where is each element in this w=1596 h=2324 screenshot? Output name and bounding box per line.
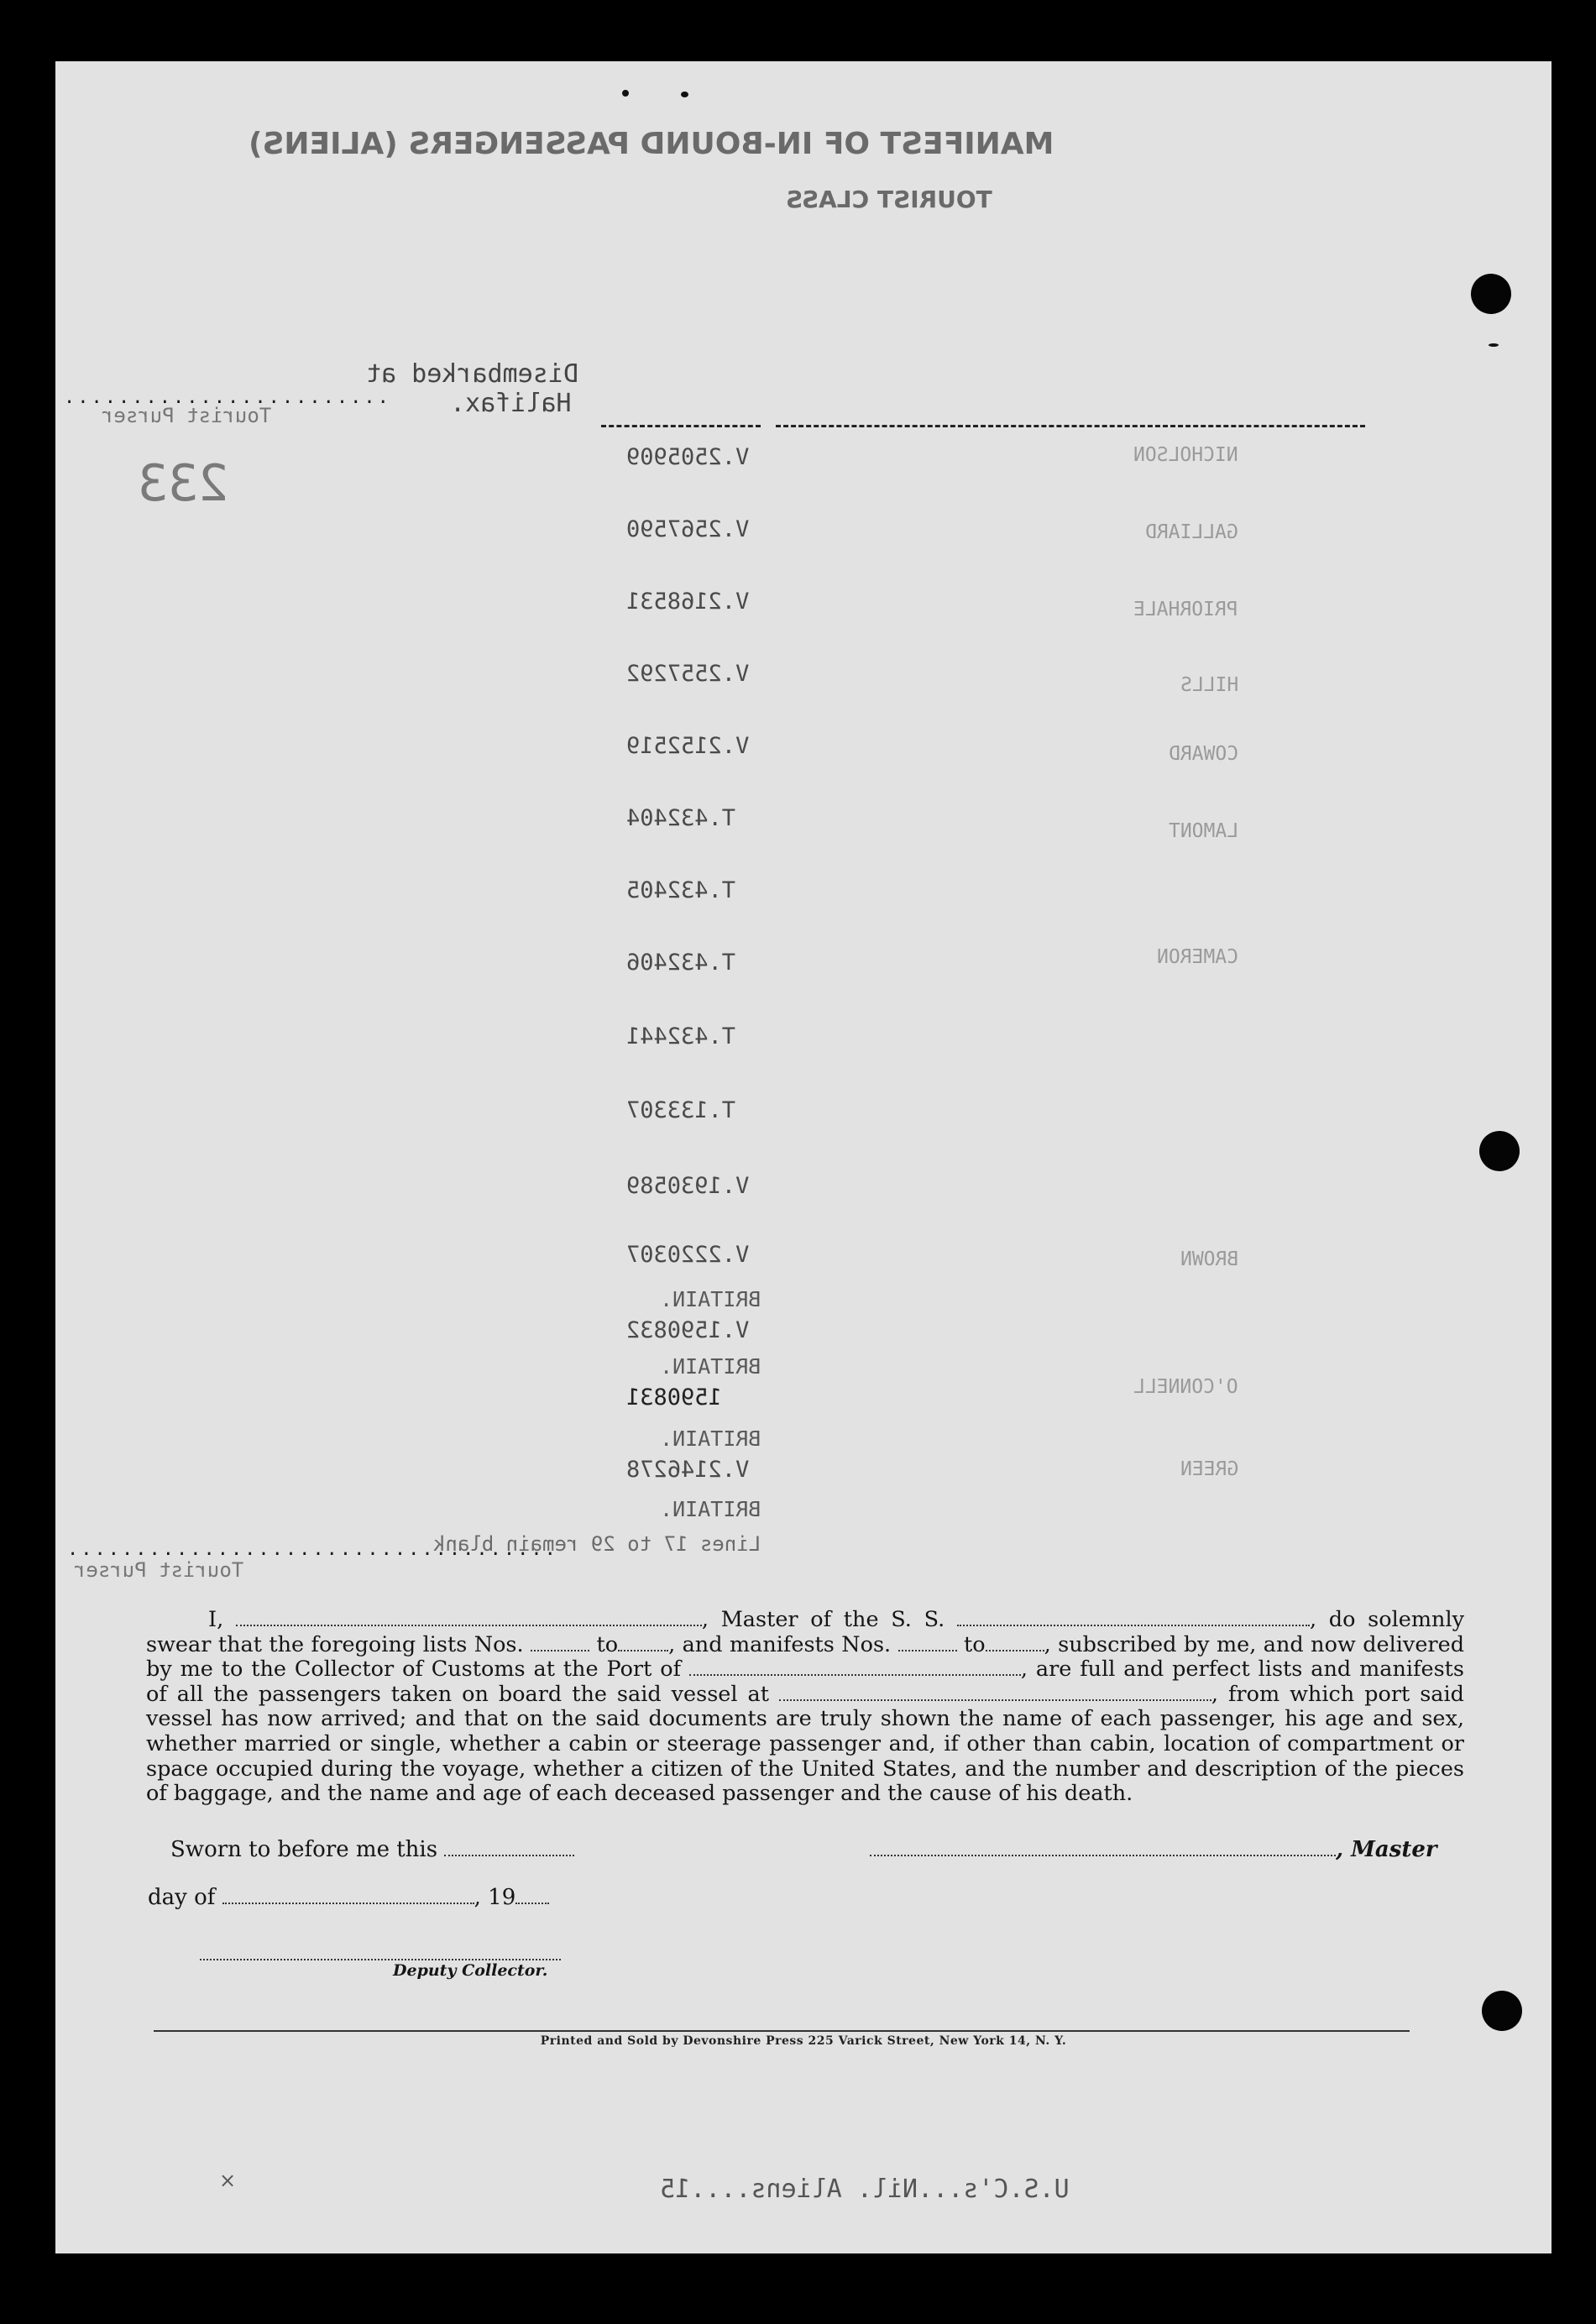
sworn-day-blank[interactable] xyxy=(444,1840,574,1856)
reverse-code: V.2168531 xyxy=(626,589,750,615)
deputy-collector-label: Deputy Collector. xyxy=(393,1961,548,1980)
corner-mark: × xyxy=(219,2169,237,2192)
day-of-label: day of xyxy=(148,1885,216,1910)
master-name-blank[interactable] xyxy=(236,1610,702,1626)
reverse-code: V.1930589 xyxy=(626,1173,750,1199)
reverse-code: V.2152519 xyxy=(626,733,750,759)
reverse-code: T.133307 xyxy=(626,1097,736,1123)
oath-master-of: , Master of the S. S. xyxy=(701,1607,945,1632)
dashed-rule-left xyxy=(601,425,761,427)
oath-lists: swear that the foregoing lists Nos. xyxy=(146,1631,524,1657)
oath-full-perfect: , are full and perfect lists and xyxy=(1020,1657,1352,1683)
manifest-to-blank[interactable] xyxy=(986,1635,1044,1651)
manifest-sheet xyxy=(55,61,1552,2253)
punch-hole-middle xyxy=(1479,1131,1520,1171)
master-oath xyxy=(146,1608,1464,1807)
vessel-name-blank[interactable] xyxy=(957,1610,1310,1626)
day-of-line xyxy=(148,1885,549,1910)
disembarked-label: Disembarked at xyxy=(366,359,578,389)
reverse-code: V.2146278 xyxy=(626,1457,750,1483)
oath-to-1: to xyxy=(596,1631,619,1657)
printer-imprint: Printed and Sold by Devonshire Press 225 Varick Street, New York 14, N. Y. xyxy=(540,2034,1067,2048)
reverse-code: V.2220307 xyxy=(626,1242,750,1268)
reverse-code: T.432441 xyxy=(626,1023,736,1049)
reverse-code: 1590831 xyxy=(626,1384,722,1411)
speck xyxy=(1489,343,1499,347)
tourist-purser-label: Tourist Purser xyxy=(102,404,272,427)
month-blank[interactable] xyxy=(222,1887,474,1904)
reverse-nation: BRITAIN. xyxy=(660,1354,761,1379)
sworn-label: Sworn to before me this xyxy=(170,1837,438,1862)
disembarked-port: Halifax. xyxy=(450,389,572,418)
reverse-name: GREEN xyxy=(1180,1458,1239,1480)
reverse-code: V.2567590 xyxy=(626,516,750,542)
master-signature-line xyxy=(870,1837,1437,1862)
list-to-blank[interactable] xyxy=(618,1635,668,1651)
speck xyxy=(622,90,629,97)
faded-title: MANIFEST OF IN-BOUND PASSENGERS (ALIENS) xyxy=(249,127,1054,161)
sworn-line xyxy=(170,1837,574,1862)
tourist-purser-bottom: Tourist Purser xyxy=(74,1558,244,1582)
reverse-code: T.432405 xyxy=(626,877,736,903)
master-label: , Master xyxy=(1336,1837,1437,1862)
speck xyxy=(681,92,688,97)
year-prefix: , 19 xyxy=(474,1885,516,1910)
lines-blank-note: Lines 17 to 29 remain blank xyxy=(433,1532,761,1556)
oath-taken-on-board: manifests of all the passengers taken on board the said vessel at xyxy=(146,1657,1464,1707)
dashed-rule-right xyxy=(776,425,1365,427)
reverse-name: NICHOLSON xyxy=(1133,444,1238,466)
reverse-code: V.2505909 xyxy=(626,444,750,470)
reverse-name: O'CONNELL xyxy=(1133,1376,1238,1398)
punch-hole-bottom xyxy=(1482,1991,1522,2031)
oath-body: port said vessel has now arrived; and that on the said documents are truly shown the name of each passenger, his age and sex, whether married or single, whether a cabin or steerage passenger and, if other than cabin, location of compartment or space occupied during the voyage, whether a citizen of the United States, and the number and description of the pieces of baggage, and the name and age of each deceased passenger and the cause of his death. xyxy=(146,1681,1464,1807)
oath-manifests: , and manifests Nos. xyxy=(668,1631,892,1657)
reverse-name: GALLIARD xyxy=(1145,521,1238,543)
reverse-code: T.432406 xyxy=(626,950,736,976)
oath-i: I, xyxy=(208,1607,224,1632)
dotted-leader-top: ........................ xyxy=(64,387,391,408)
oath-subscribed: , subscribed by me, and now xyxy=(1044,1631,1356,1657)
oath-solemnly: , do solemnly xyxy=(1309,1607,1465,1632)
dotted-leader-lower: .................................... xyxy=(67,1539,558,1560)
departure-port-blank[interactable] xyxy=(779,1684,1211,1701)
reverse-code: V.1590832 xyxy=(626,1317,750,1343)
port-blank[interactable] xyxy=(689,1659,1021,1676)
deputy-signature-blank[interactable] xyxy=(200,1944,561,1960)
oath-from-which: , from which xyxy=(1211,1681,1355,1707)
reverse-name: LAMONT xyxy=(1169,820,1239,842)
oath-to-2: to xyxy=(964,1631,986,1657)
manifest-from-blank[interactable] xyxy=(898,1635,957,1651)
reverse-nation: BRITAIN. xyxy=(660,1426,761,1451)
reverse-nation: BRITAIN. xyxy=(660,1497,761,1521)
faded-class: TOURIST CLASS xyxy=(786,186,992,213)
reverse-nation: BRITAIN. xyxy=(660,1287,761,1311)
footer-rule xyxy=(154,2030,1410,2032)
reverse-name: HILLS xyxy=(1180,674,1239,696)
reverse-code: T.432404 xyxy=(626,805,736,831)
reverse-name: PRIORHALE xyxy=(1133,599,1238,620)
master-signature-blank[interactable] xyxy=(870,1840,1336,1856)
reverse-name: CAMERON xyxy=(1157,946,1238,968)
year-blank[interactable] xyxy=(515,1887,549,1904)
list-from-blank[interactable] xyxy=(531,1635,589,1651)
reverse-code: V.2557292 xyxy=(626,661,750,687)
page-stamp: 233 xyxy=(138,454,229,513)
oath-delivered: delivered by me to the Collector of Customs at the Port of xyxy=(146,1631,1465,1683)
reverse-name: BROWN xyxy=(1180,1248,1239,1270)
reverse-name: COWARD xyxy=(1169,743,1239,765)
reverse-summary-line: U.S.C's...Nil. Aliens....15 xyxy=(660,2175,1070,2204)
punch-hole-top xyxy=(1471,274,1511,314)
